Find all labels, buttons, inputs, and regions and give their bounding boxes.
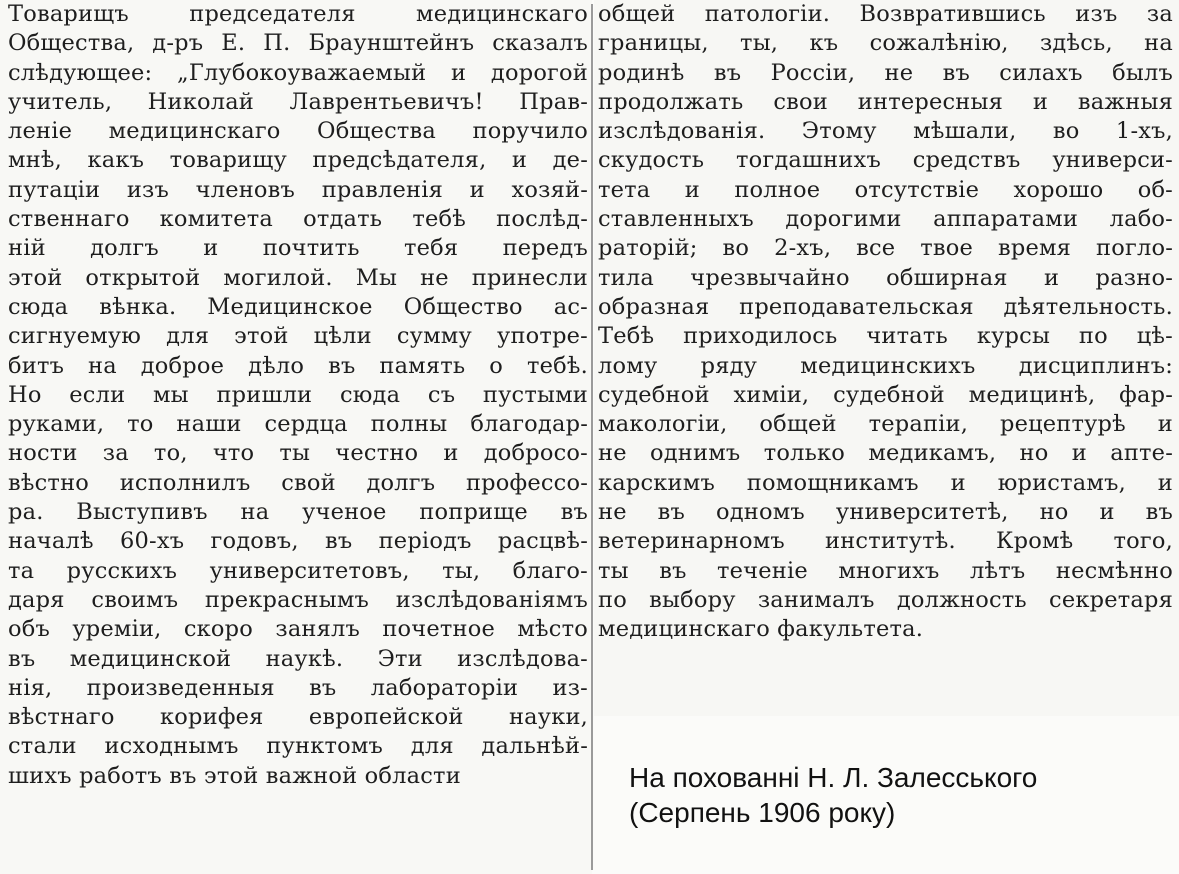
text-line: ты въ теченіе многихъ лѣтъ несмѣнно: [598, 557, 1173, 584]
text-line: Общества, д-ръ Е. П. Браунштейнъ сказалъ: [8, 30, 588, 57]
text-line: Тебѣ приходилось читать курсы по цѣ-: [598, 323, 1173, 350]
text-line: тила чрезвычайно обширная и разно-: [598, 264, 1173, 291]
text-line: учитель, Николай Лаврентьевичъ! Прав-: [8, 88, 588, 115]
text-line: изслѣдованія. Этому мѣшали, во 1-хъ,: [598, 118, 1173, 145]
text-line: ветеринарномъ институтѣ. Кромѣ того,: [598, 528, 1173, 555]
text-line: лому ряду медицинскихъ дисциплинъ:: [598, 352, 1173, 379]
text-line: вѣстнаго корифея европейской науки,: [8, 704, 588, 731]
text-line: по выбору занималъ должность секретаря: [598, 586, 1173, 613]
caption-line-1: На похованні Н. Л. Залесського: [629, 762, 1038, 793]
text-line: не однимъ только медикамъ, но и апте-: [598, 440, 1173, 467]
text-line: объ уреміи, скоро занялъ почетное мѣсто: [8, 616, 588, 643]
text-line: медицинскаго факультета.: [598, 616, 924, 643]
column-divider: [591, 4, 593, 870]
text-line: стали исходнымъ пунктомъ для дальнѣй-: [8, 733, 588, 760]
text-line: вѣстно исполнилъ свой долгъ профессо-: [8, 469, 588, 496]
text-line: даря своимъ прекраснымъ изслѣдованіямъ: [8, 586, 588, 613]
text-line: общей патологіи. Возвратившись изъ за: [598, 1, 1173, 27]
text-line: сюда вѣнка. Медицинское Общество ас-: [8, 293, 588, 320]
text-line: слѣдующее: „Глубокоуважаемый и дорогой: [8, 59, 588, 86]
text-line: нія, произведенныя въ лабораторіи из-: [8, 674, 588, 701]
text-line: раторій; во 2-хъ, все твое время погло-: [598, 235, 1173, 262]
text-line: началѣ 60-хъ годовъ, въ періодъ расцвѣ-: [8, 528, 588, 555]
text-line: этой открытой могилой. Мы не принесли: [8, 264, 588, 291]
photo-caption: [629, 760, 1169, 830]
text-line: сигнуемую для этой цѣли сумму употре-: [8, 323, 588, 350]
text-line: тета и полное отсутствіе хорошо об-: [598, 176, 1173, 203]
text-line: макологіи, общей терапіи, рецептурѣ и: [598, 411, 1173, 438]
text-line: карскимъ помощникамъ и юристамъ, и: [598, 469, 1173, 496]
text-line: Товарищъ председателя медицинскаго: [8, 1, 588, 27]
text-line: ственнаго комитета отдать тебѣ послѣд-: [8, 206, 588, 233]
text-line: ній долгъ и почтить тебя передъ: [8, 235, 588, 262]
text-line: путаціи изъ членовъ правленія и хозяй-: [8, 176, 588, 203]
text-line: ности за то, что ты честно и добросо-: [8, 440, 588, 467]
text-line: ставленныхъ дорогими аппаратами лабо-: [598, 206, 1173, 233]
text-line: границы, ты, къ сожалѣнію, здѣсь, на: [598, 30, 1173, 57]
text-line: шихъ работъ въ этой важной области: [8, 762, 461, 789]
text-line: продолжать свои интересныя и важныя: [598, 88, 1173, 115]
text-line: руками, то наши сердца полны благодар-: [8, 411, 588, 438]
left-text-column: [8, 0, 588, 791]
text-line: ра. Выступивъ на ученое поприще въ: [8, 499, 588, 526]
caption-line-2: (Серпень 1906 року): [629, 797, 896, 828]
text-line: мнѣ, какъ товарищу предсѣдателя, и де-: [8, 147, 588, 174]
text-line: родинѣ въ Россіи, не въ силахъ былъ: [598, 59, 1173, 86]
text-line: Но если мы пришли сюда съ пустыми: [8, 381, 588, 408]
text-line: скудость тогдашнихъ средствъ универси-: [598, 147, 1173, 174]
text-line: не въ одномъ университетѣ, но и въ: [598, 499, 1173, 526]
text-line: битъ на доброе дѣло въ память о тебѣ.: [8, 352, 588, 379]
text-line: въ медицинской наукѣ. Эти изслѣдова-: [8, 645, 588, 672]
text-line: судебной химіи, судебной медицинѣ, фар-: [598, 381, 1173, 408]
text-line: та русскихъ университетовъ, ты, благо-: [8, 557, 588, 584]
text-line: леніе медицинскаго Общества поручило: [8, 118, 588, 145]
text-line: образная преподавательская дѣятельность.: [598, 293, 1173, 320]
right-text-column: [598, 0, 1173, 645]
